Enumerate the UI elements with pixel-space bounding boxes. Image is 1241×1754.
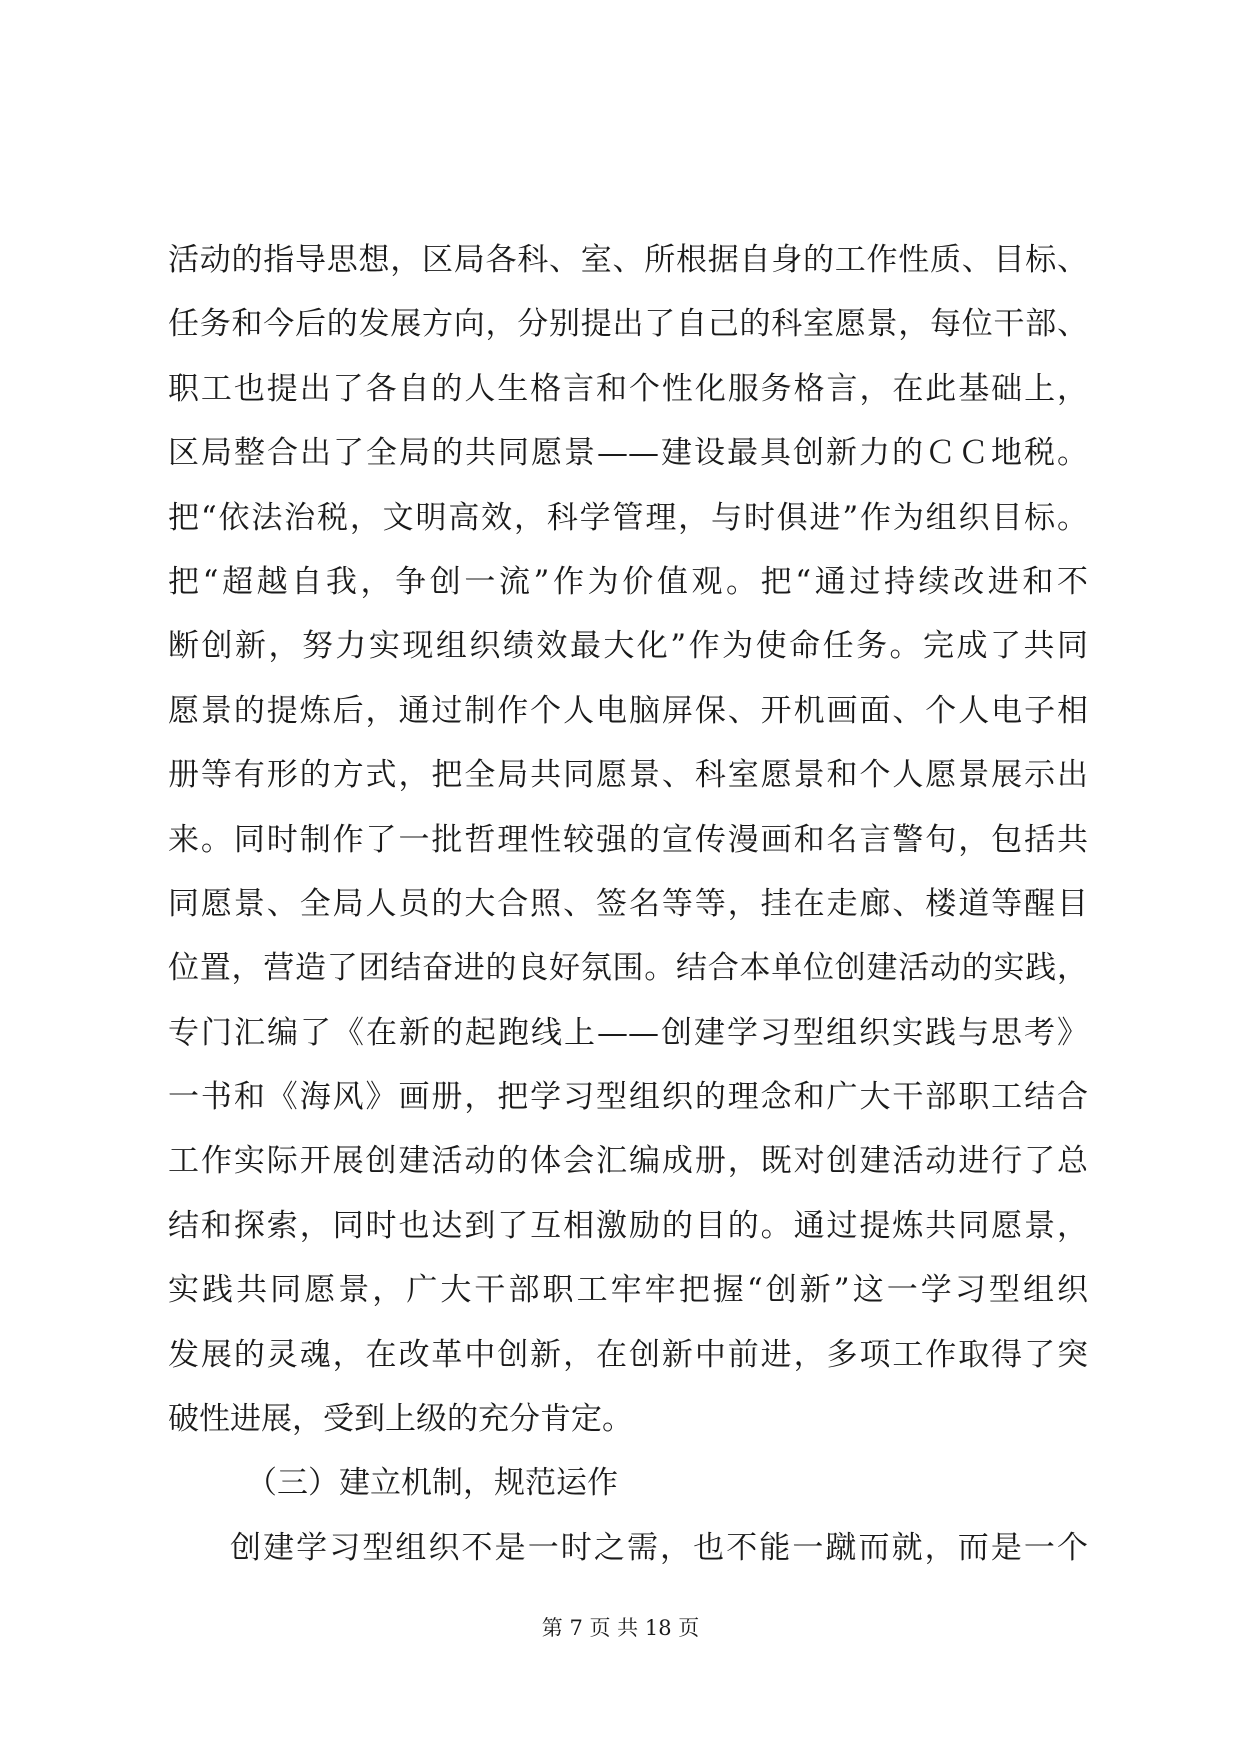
text-line-14: 一书和《海风》画册，把学习型组织的理念和广大干部职工结合: [168, 1079, 1088, 1116]
text-line-5: 把“依法治税，文明高效，科学管理，与时俱进”作为组织目标。: [168, 499, 1088, 536]
text-line-10: 来。同时制作了一批哲理性较强的宣传漫画和名言警句，包括共: [168, 821, 1088, 858]
page-footer: [0, 1614, 1241, 1642]
text-line-9: 册等有形的方式，把全局共同愿景、科室愿景和个人愿景展示出: [168, 757, 1088, 794]
text-line-16: 结和探索，同时也达到了互相激励的目的。通过提炼共同愿景，: [168, 1207, 1088, 1244]
text-line-3: 职工也提出了各自的人生格言和个性化服务格言，在此基础上，: [168, 370, 1088, 407]
text-line-7: 断创新，努力实现组织绩效最大化”作为使命任务。完成了共同: [168, 628, 1088, 665]
section-heading: （三）建立机制，规范运作: [246, 1465, 618, 1502]
text-line-1: 活动的指导思想，区局各科、室、所根据自身的工作性质、目标、: [168, 242, 1088, 278]
text-line-11: 同愿景、全局人员的大合照、签名等等，挂在走廊、楼道等醒目: [168, 885, 1088, 922]
text-line-12: 位置，营造了团结奋进的良好氛围。结合本单位创建活动的实践，: [168, 950, 1088, 987]
document-body: [168, 228, 1088, 1580]
text-line-2: 任务和今后的发展方向，分别提出了自己的科室愿景，每位干部、: [168, 306, 1088, 343]
text-line-4: 区局整合出了全局的共同愿景——建设最具创新力的ＣＣ地税。: [168, 435, 1088, 472]
text-line-13: 专门汇编了《在新的起跑线上——创建学习型组织实践与思考》: [168, 1014, 1088, 1051]
paragraph-start-line: 创建学习型组织不是一时之需，也不能一蹴而就，而是一个: [230, 1529, 1088, 1566]
text-line-8: 愿景的提炼后，通过制作个人电脑屏保、开机画面、个人电子相: [168, 692, 1088, 729]
text-line-18: 发展的灵魂，在改革中创新，在创新中前进，多项工作取得了突: [168, 1336, 1088, 1373]
text-line-17: 实践共同愿景，广大干部职工牢牢把握“创新”这一学习型组织: [168, 1272, 1088, 1309]
text-line-6: 把“超越自我，争创一流”作为价值观。把“通过持续改进和不: [168, 563, 1088, 600]
page-number-label: 第 7 页 共 18 页: [541, 1616, 700, 1640]
text-line-15: 工作实际开展创建活动的体会汇编成册，既对创建活动进行了总: [168, 1143, 1088, 1180]
text-line-19: 破性进展，受到上级的充分肯定。: [168, 1401, 633, 1438]
